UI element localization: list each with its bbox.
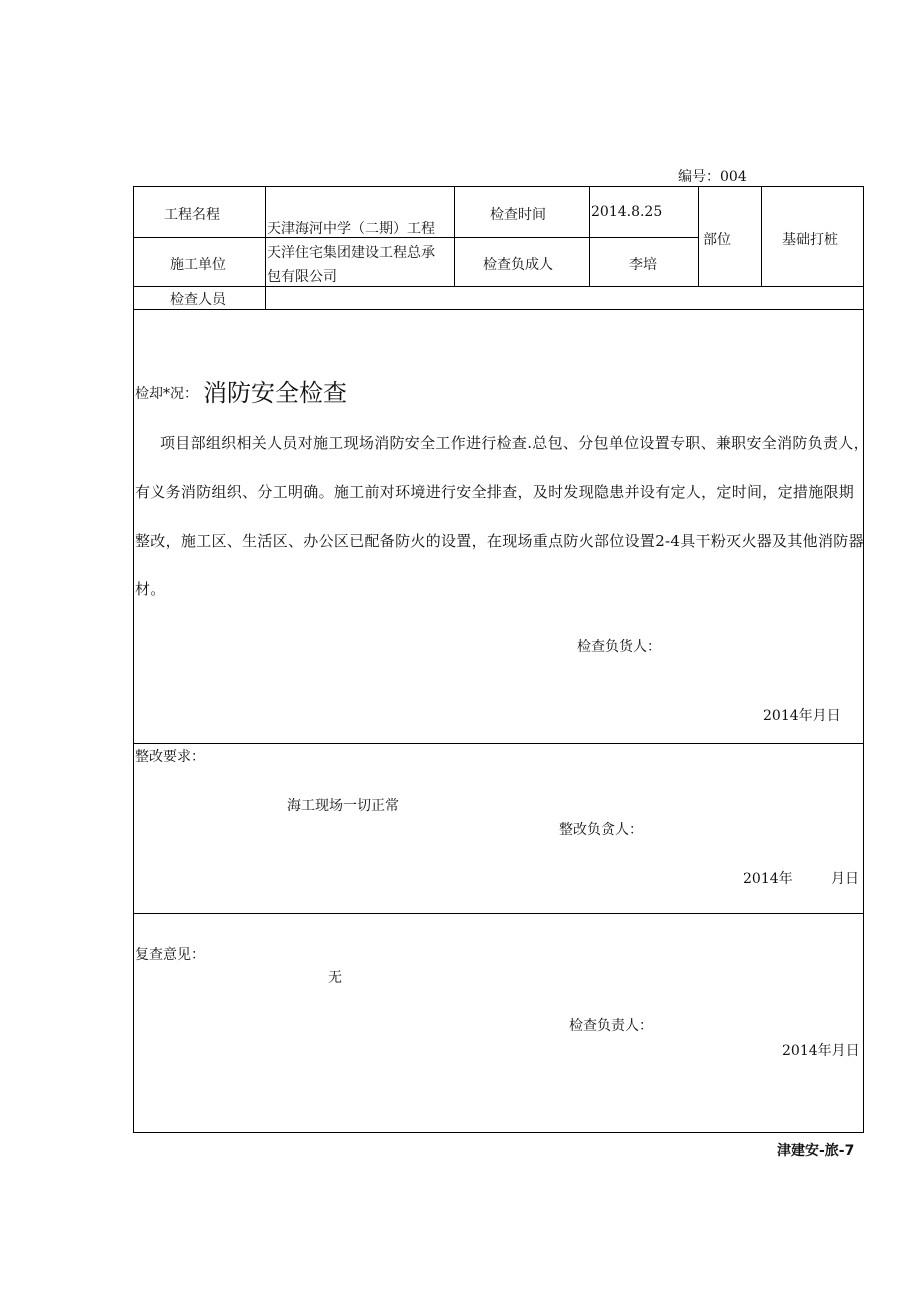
- table-border-right: [863, 186, 864, 1133]
- inspection-line: 项目部组织相关人员对施工现场消防安全工作进行检查.总包、分包单位设置专职、兼职安全消防负责人，: [160, 434, 869, 452]
- table-row-divider: [133, 286, 864, 287]
- table-row-divider: [133, 309, 864, 310]
- contractor-label: 施工单位: [170, 257, 226, 273]
- table-col-divider: [698, 186, 699, 287]
- inspection-line: 材。: [135, 580, 166, 598]
- table-border-bottom: [133, 1132, 864, 1133]
- inspectors-label: 检查人员: [170, 292, 226, 308]
- form-code: 津建安-旅-7: [777, 1143, 855, 1159]
- inspection-date: 2014年月日: [763, 708, 841, 724]
- contractor-value-line1: 天洋住宅集团建设工程总承: [267, 245, 435, 261]
- table-col-divider: [265, 186, 266, 310]
- table-row-divider: [133, 743, 864, 744]
- rectification-date-rest: 月日: [831, 871, 859, 887]
- location-value: 基础打桩: [782, 232, 838, 248]
- review-signer-label: 检查负责人：: [569, 1018, 653, 1034]
- table-col-divider: [761, 186, 762, 287]
- inspection-line: 整改，施工区、生活区、办公区已配备防火的设置，在现场重点防火部位设置2-4具干粉灭火器及其他消防器: [135, 532, 864, 550]
- contractor-value-line2: 包有限公司: [267, 269, 337, 285]
- rectification-label: 整改要求：: [135, 749, 205, 765]
- inspection-line: 有义务消防组织、分工明确。施工前对环境进行安全排查，及时发现隐患并设有定人，定时间，定措施限期: [135, 483, 855, 501]
- project-name-value: 天津海河中学（二期）工程: [267, 221, 435, 237]
- table-row-divider: [133, 913, 864, 914]
- inspect-time-label: 检查时间: [490, 207, 546, 223]
- inspect-lead-value: 李培: [629, 257, 657, 273]
- review-date: 2014年月日: [782, 1043, 860, 1059]
- inspection-prefix: 检却*况：: [135, 386, 198, 402]
- inspect-lead-label: 检查负成人: [483, 257, 553, 273]
- review-label: 复查意见：: [135, 947, 205, 963]
- inspect-time-value: 2014.8.25: [591, 204, 663, 220]
- inspection-title: 消防安全检查: [203, 379, 347, 407]
- inspection-signer-label: 检查负货人：: [577, 639, 661, 655]
- document-number: 编号：004: [678, 169, 747, 185]
- table-border-top: [133, 186, 864, 187]
- location-label: 部位: [703, 232, 731, 248]
- rectification-date-year: 2014年: [743, 871, 793, 887]
- table-border-left: [133, 186, 134, 1133]
- rectification-content: 海工现场一切正常: [287, 798, 399, 814]
- table-col-divider: [589, 186, 590, 287]
- review-content: 无: [328, 970, 342, 986]
- table-col-divider: [454, 186, 455, 287]
- project-name-label: 工程名程: [164, 207, 220, 223]
- rectification-signer-label: 整改负贪人：: [559, 822, 643, 838]
